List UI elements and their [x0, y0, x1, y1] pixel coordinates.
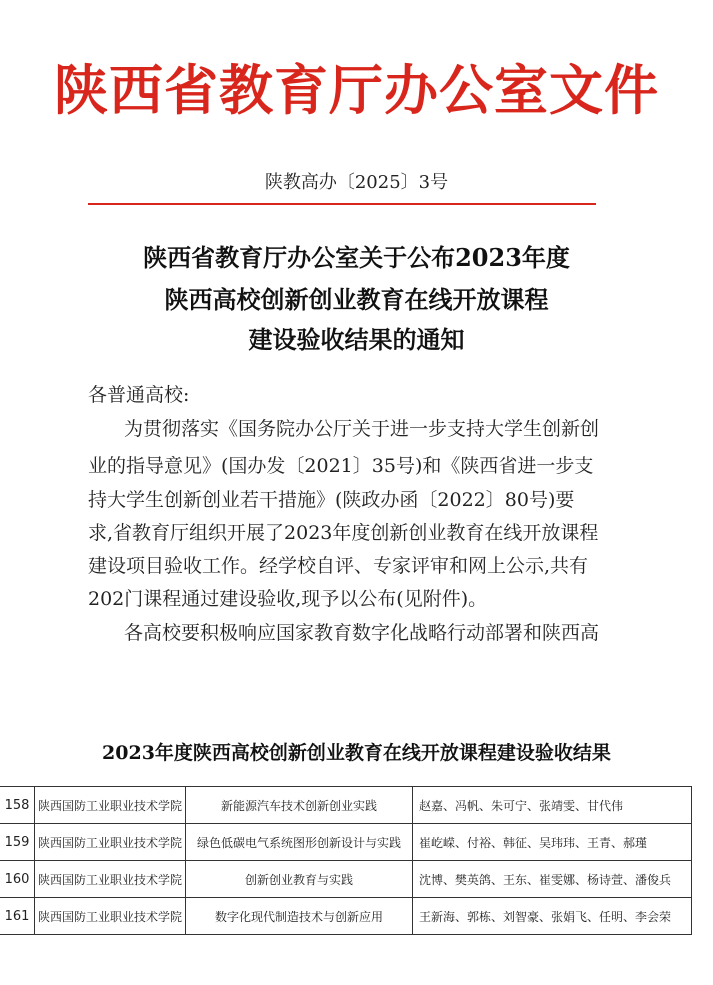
- team-cell: 崔屹嵘、付裕、韩征、吴玮玮、王青、郝瑾: [413, 824, 692, 861]
- row-number: 161: [0, 898, 35, 935]
- results-table: [0, 786, 692, 935]
- red-divider: [88, 203, 596, 205]
- notice-title-line-1: 陕西省教育厅办公室关于公布2023年度: [143, 243, 570, 272]
- document-masthead: 陕西省教育厅办公室文件: [54, 59, 659, 122]
- school-cell: 陕西国防工业职业技术学院: [35, 824, 186, 861]
- notice-title-line-2: 陕西高校创新创业教育在线开放课程: [164, 285, 549, 314]
- notice-title-line-3: 建设验收结果的通知: [248, 325, 465, 354]
- school-cell: 陕西国防工业职业技术学院: [35, 861, 186, 898]
- body-line-7: 各高校要积极响应国家教育数字化战略行动部署和陕西高: [124, 622, 600, 644]
- table-row: [0, 861, 692, 898]
- body-line-6: 202门课程通过建设验收,现予以公布(见附件)。: [88, 588, 488, 610]
- salutation: 各普通高校:: [88, 384, 190, 406]
- team-cell: 赵嘉、冯帆、朱可宁、张靖雯、甘代伟: [413, 787, 692, 824]
- school-cell: 陕西国防工业职业技术学院: [35, 787, 186, 824]
- table-row: [0, 898, 692, 935]
- row-number: 158: [0, 787, 35, 824]
- row-number: 159: [0, 824, 35, 861]
- team-cell: 王新海、郭栋、刘智豪、张娟飞、任明、李会荣: [413, 898, 692, 935]
- body-line-2: 业的指导意见》(国办发〔2021〕35号)和《陕西省进一步支: [88, 455, 594, 477]
- attachment-title: 2023年度陕西高校创新创业教育在线开放课程建设验收结果: [102, 742, 611, 764]
- team-cell: 沈博、樊英鸽、王东、崔雯娜、杨诗萱、潘俊兵: [413, 861, 692, 898]
- body-line-5: 建设项目验收工作。经学校自评、专家评审和网上公示,共有: [88, 555, 589, 577]
- course-cell: 创新创业教育与实践: [186, 861, 413, 898]
- document-number: 陕教高办〔2025〕3号: [264, 172, 449, 193]
- row-number: 160: [0, 861, 35, 898]
- school-cell: 陕西国防工业职业技术学院: [35, 898, 186, 935]
- course-cell: 绿色低碳电气系统图形创新设计与实践: [186, 824, 413, 861]
- body-line-4: 求,省教育厅组织开展了2023年度创新创业教育在线开放课程: [88, 522, 599, 544]
- body-line-1: 为贯彻落实《国务院办公厅关于进一步支持大学生创新创: [124, 418, 600, 440]
- body-line-3: 持大学生创新创业若干措施》(陕政办函〔2022〕80号)要: [88, 489, 575, 511]
- course-cell: 新能源汽车技术创新创业实践: [186, 787, 413, 824]
- course-cell: 数字化现代制造技术与创新应用: [186, 898, 413, 935]
- table-row: [0, 787, 692, 824]
- table-row: [0, 824, 692, 861]
